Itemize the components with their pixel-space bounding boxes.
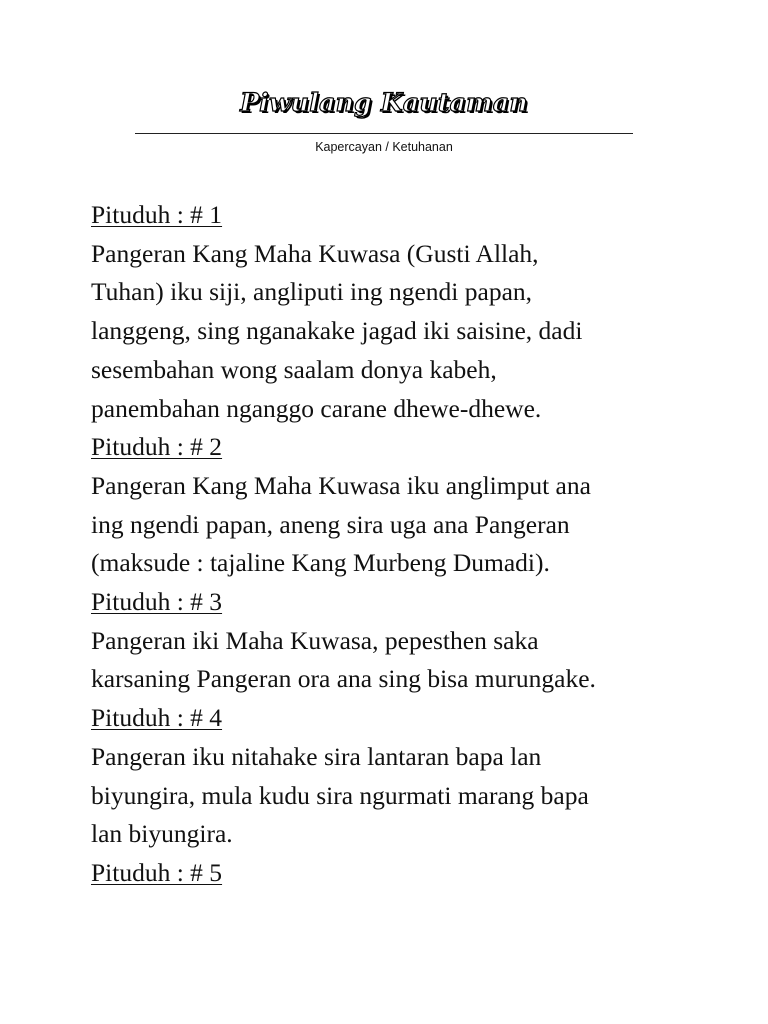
entry-3 (91, 583, 691, 699)
entry-heading: Pituduh : # 1 (91, 200, 223, 229)
entry-line: langgeng, sing nganakake jagad iki saisine, dadi (91, 316, 583, 346)
entry-line: biyungira, mula kudu sira ngurmati marang bapa (91, 780, 589, 810)
entry-heading: Pituduh : # 5 (91, 857, 223, 887)
entry-line: ing ngendi papan, aneng sira uga ana Pangeran (91, 509, 570, 539)
entry-line: panembahan nganggo carane dhewe-dhewe. (91, 393, 542, 423)
entry-line: Tuhan) iku siji, angliputi ing ngendi papan, (91, 277, 533, 307)
entry-heading: Pituduh : # 2 (91, 432, 223, 462)
entry-line: (maksude : tajaline Kang Murbeng Dumadi). (91, 548, 550, 578)
document-subtitle: Kapercayan / Ketuhanan (315, 140, 453, 154)
entry-line: lan biyungira. (91, 819, 233, 849)
entry-4 (91, 699, 691, 854)
entry-line: sesembahan wong saalam donya kabeh, (91, 354, 497, 384)
document-body (91, 196, 691, 893)
entry-line: Pangeran iku nitahake sira lantaran bapa lan (91, 741, 542, 771)
entry-heading: Pituduh : # 3 (91, 587, 223, 617)
entry-line: Pangeran Kang Maha Kuwasa (Gusti Allah, (91, 238, 539, 268)
entry-line: karsaning Pangeran ora ana sing bisa murungake. (91, 664, 596, 694)
entry-line: Pangeran iki Maha Kuwasa, pepesthen saka (91, 625, 539, 655)
entry-5 (91, 854, 691, 893)
entry-2 (91, 428, 691, 583)
entry-1 (91, 196, 691, 428)
document-title: Piwulang Kautaman (240, 88, 528, 117)
title-divider (135, 133, 633, 134)
entry-heading: Pituduh : # 4 (91, 703, 223, 733)
entry-line: Pangeran Kang Maha Kuwasa iku anglimput ana (91, 470, 591, 500)
